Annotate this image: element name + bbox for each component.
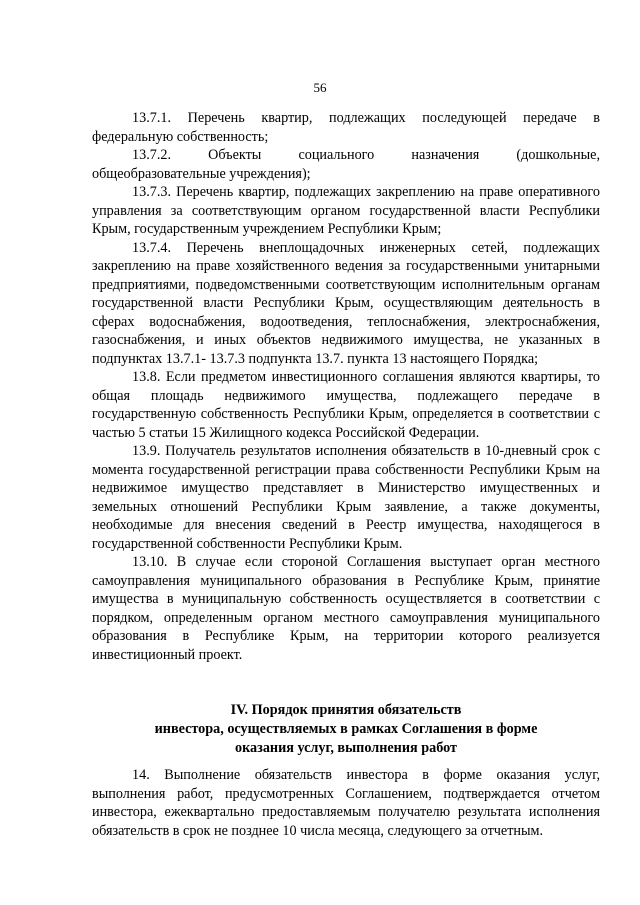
document-body bbox=[92, 109, 600, 664]
paragraph-13-9: 13.9. Получатель результатов исполнения обязательств в 10-дневный срок с момента государственной регистрации права собственности Республики Крым на недвижимое имущество представляет в Министерство имущественных и земельных отношений Республики Крым заявление, а также документы, необходимые для внесения сведений в Реестр имущества, находящегося в государственной собственности Республики Крым. bbox=[92, 443, 600, 552]
section-heading-line-3: оказания услуг, выполнения работ bbox=[234, 740, 458, 756]
paragraph-14: 14. Выполнение обязательств инвестора в форме оказания услуг, выполнения работ, предусмотренных Соглашением, подтверждается отчетом инвестора, ежеквартально предоставляемым получателю результата исполнения обязательств в срок не позднее 10 числа месяца, следующего за отчетным. bbox=[92, 767, 600, 839]
section-body bbox=[92, 766, 600, 840]
section-heading-line-2: инвестора, осуществляемых в рамках Соглашения в форме bbox=[154, 721, 538, 737]
paragraph-13-7-4: 13.7.4. Перечень внеплощадочных инженерных сетей, подлежащих закреплению на праве хозяйственного ведения за государственными унитарными предприятиями, подведомственными соответствующим исполнительным органам государственной власти Республики Крым, осуществляющим деятельность в сферах водоснабжения, водоотведения, теплоснабжения, электроснабжения, газоснабжения, и иных объектов недвижимого имущества, не указанных в подпунктах 13.7.1- 13.7.3 подпункта 13.7. пункта 13 настоящего Порядка; bbox=[92, 239, 600, 367]
section-heading-line-1: IV. Порядок принятия обязательств bbox=[230, 702, 462, 718]
paragraph-13-7-3: 13.7.3. Перечень квартир, подлежащих закреплению на праве оперативного управления за соответствующим органом государственной власти Республики Крым, государственным учреждением Республики Крым; bbox=[92, 184, 600, 237]
paragraph-13-8: 13.8. Если предметом инвестиционного соглашения являются квартиры, то общая площадь недвижимого имущества, подлежащего передаче в государственную собственность Республики Крым, определяется в соответствии с частью 5 статьи 15 Жилищного кодекса Российской Федерации. bbox=[92, 369, 600, 441]
paragraph-13-7-1: 13.7.1. Перечень квартир, подлежащих последующей передаче в федеральную собственность; bbox=[92, 110, 600, 145]
paragraph-13-10: 13.10. В случае если стороной Соглашения выступает орган местного самоуправления муниципального образования в Республике Крым, принятие имущества в муниципальную собственность осуществляется в соответствии с порядком, определенным органом местного самоуправления муниципального образования в Республике Крым, на территории которого реализуется инвестиционный проект. bbox=[92, 554, 600, 663]
page-number: 56 bbox=[313, 80, 327, 95]
paragraph-13-7-2: 13.7.2. Объекты социального назначения (дошкольные, общеобразовательные учреждения); bbox=[92, 147, 600, 182]
section-heading bbox=[92, 701, 600, 758]
